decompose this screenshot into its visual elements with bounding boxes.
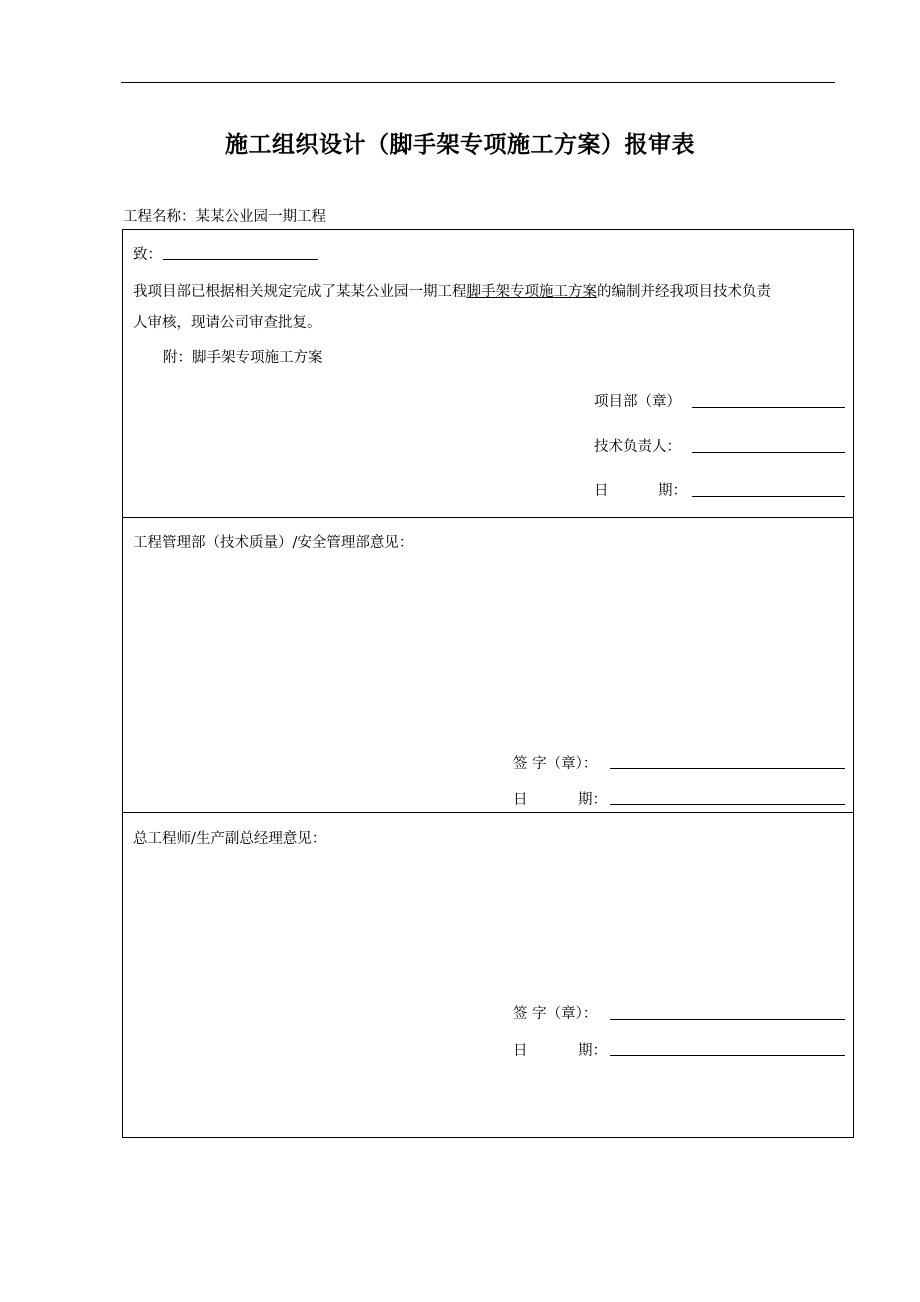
project-name-line — [123, 205, 326, 226]
scheme-name: 脚手架专项施工方案 — [466, 284, 597, 300]
section3-date-char2: 期： — [578, 1043, 607, 1059]
section2-sign-label: 签 字（章）： — [513, 756, 598, 772]
section3-sign-field[interactable] — [610, 1019, 845, 1020]
date-label-char1: 日 — [594, 483, 609, 499]
chief-engineer-opinion-heading: 总工程师/生产副总经理意见： — [133, 831, 327, 847]
project-dept-seal-label: 项目部（章） — [594, 394, 681, 410]
statement-prefix: 我项目部已根据相关规定完成了某某公业园一期工程 — [133, 284, 467, 300]
section3-sign-label: 签 字（章）： — [513, 1006, 598, 1022]
statement-suffix: 的编制并经我项目技术负责 — [597, 284, 771, 300]
section2-date-char1: 日 — [513, 792, 528, 808]
section3-date-char1: 日 — [513, 1043, 528, 1059]
submission-statement-line2: 人审核，现请公司审查批复。 — [133, 315, 322, 331]
header-rule — [121, 82, 835, 83]
attachment-note: 附：脚手架专项施工方案 — [163, 350, 323, 366]
project-dept-seal-field[interactable] — [692, 407, 845, 408]
tech-lead-field[interactable] — [692, 452, 845, 453]
project-name: 某某公业园一期工程 — [195, 209, 326, 225]
engineering-dept-opinion-heading: 工程管理部（技术质量）/安全管理部意见： — [133, 535, 414, 551]
date-label-char2: 期： — [658, 483, 687, 499]
tech-lead-label: 技术负责人： — [594, 439, 681, 455]
section2-date-field[interactable] — [610, 804, 845, 805]
section3-date-field[interactable] — [610, 1055, 845, 1056]
section2-sign-field[interactable] — [610, 768, 845, 769]
project-label: 工程名称： — [123, 209, 196, 225]
to-recipient-field[interactable] — [163, 259, 318, 260]
page-title: 施工组织设计（脚手架专项施工方案）报审表 — [225, 132, 695, 158]
section1-date-field[interactable] — [692, 496, 845, 497]
section2-date-char2: 期： — [578, 792, 607, 808]
submission-statement — [133, 280, 771, 301]
section-divider-2 — [122, 812, 854, 813]
section-divider-1 — [122, 517, 854, 518]
to-label: 致： — [133, 247, 162, 263]
